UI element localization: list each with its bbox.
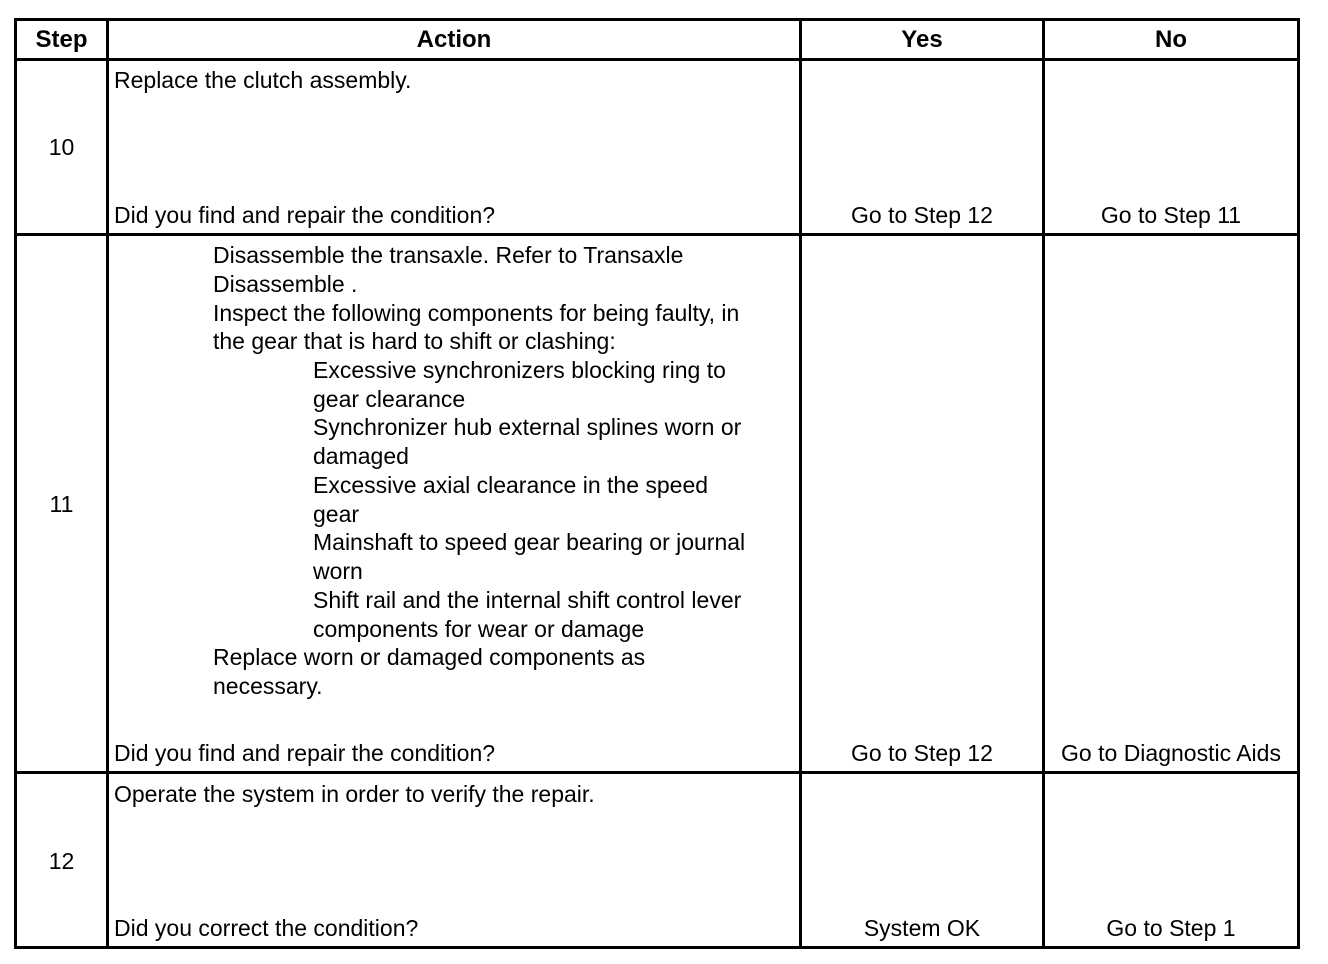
- header-action: Action: [416, 26, 492, 53]
- action-line-inspect: Inspect the following components for being faulty, in: [213, 300, 740, 326]
- subitem-synchronizers: Excessive synchronizers blocking ring to: [313, 357, 726, 383]
- row-divider-10-11: [14, 233, 1300, 236]
- subitem-shift-rail: Shift rail and the internal shift control lever: [313, 587, 742, 613]
- step-number: 12: [48, 848, 75, 874]
- header-yes: Yes: [901, 26, 943, 53]
- question-text: Did you find and repair the condition?: [114, 740, 496, 766]
- header-no: No: [1155, 26, 1187, 53]
- row-divider-11-12: [14, 771, 1300, 774]
- no-result: Go to Step 1: [1106, 915, 1236, 941]
- step-number: 10: [48, 134, 75, 160]
- header-divider: [14, 58, 1300, 61]
- step-number: 11: [49, 491, 74, 517]
- no-result: Go to Step 11: [1100, 202, 1242, 228]
- header-step: Step: [35, 26, 88, 53]
- subitem-axial-clearance-cont: gear: [313, 501, 360, 527]
- yes-result: System OK: [863, 915, 981, 941]
- action-text: Replace the clutch assembly.: [114, 67, 412, 93]
- question-text: Did you find and repair the condition?: [114, 202, 496, 228]
- col-divider-action-yes: [799, 18, 802, 949]
- col-divider-yes-no: [1042, 18, 1045, 949]
- subitem-hub-splines: Synchronizer hub external splines worn or: [313, 414, 742, 440]
- subitem-mainshaft: Mainshaft to speed gear bearing or journal: [313, 529, 746, 555]
- table-border-top: [14, 18, 1300, 21]
- subitem-hub-splines-cont: damaged: [313, 443, 409, 469]
- action-line-replace-cont: necessary.: [213, 673, 323, 699]
- question-text: Did you correct the condition?: [114, 915, 419, 941]
- subitem-synchronizers-cont: gear clearance: [313, 386, 466, 412]
- no-result: Go to Diagnostic Aids: [1061, 740, 1281, 766]
- col-divider-step-action: [106, 18, 109, 949]
- table-border-right: [1297, 18, 1300, 949]
- subitem-mainshaft-cont: worn: [313, 558, 363, 584]
- action-line-disassemble-ref: Disassemble .: [213, 271, 358, 297]
- yes-result: Go to Step 12: [851, 202, 993, 228]
- subitem-axial-clearance: Excessive axial clearance in the speed: [313, 472, 709, 498]
- action-line-disassemble: Disassemble the transaxle. Refer to Transaxle: [213, 242, 684, 268]
- table-border-bottom: [14, 946, 1300, 949]
- action-line-replace: Replace worn or damaged components as: [213, 644, 646, 670]
- action-line-inspect-cont: the gear that is hard to shift or clashing:: [213, 328, 616, 354]
- action-text: Operate the system in order to verify the repair.: [114, 781, 595, 807]
- yes-result: Go to Step 12: [851, 740, 993, 766]
- subitem-shift-rail-cont: components for wear or damage: [313, 616, 645, 642]
